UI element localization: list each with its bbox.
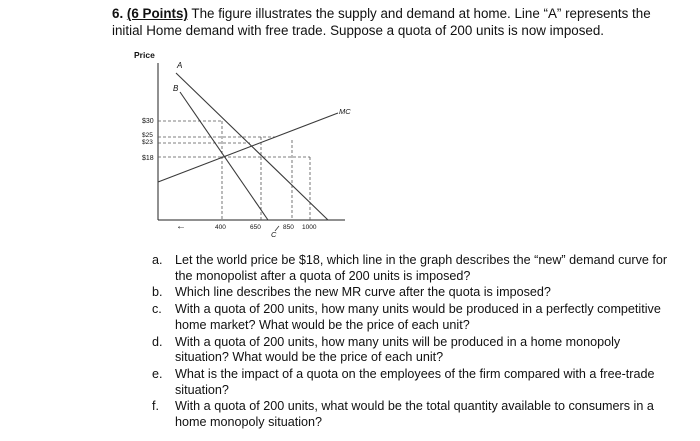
sub-question-letter: a. — [152, 253, 163, 267]
sub-question-d — [152, 335, 672, 366]
sub-question-text: With a quota of 200 units, how many units would be produced in a perfectly competitive home market? What would be the price of each unit? — [175, 302, 661, 332]
line-label-b: B — [173, 84, 179, 93]
sub-question-text: With a quota of 200 units, what would be the total quantity available to consumers in a home monopoly situation? — [175, 399, 654, 429]
sub-question-text: Let the world price be $18, which line in the graph describes the “new” demand curve for the monopolist after a quota of 200 units is imposed? — [175, 253, 668, 283]
sub-question-b — [152, 285, 672, 301]
sub-question-letter: e. — [152, 366, 163, 381]
sub-question-text: Which line describes the new MR curve after the quota is imposed? — [175, 285, 551, 300]
sub-question-letter: c. — [152, 302, 162, 317]
line-b — [180, 92, 268, 220]
sub-question-text: What is the impact of a quota on the employees of the firm compared with a free-trade situation? — [175, 366, 655, 397]
left-arrow-icon: ← — [176, 221, 186, 232]
question-prompt-line-1: The figure illustrates the supply and demand at home. Line “A” represents the — [191, 6, 651, 21]
question-points: (6 Points) — [126, 6, 188, 21]
price-tick-25: $25 — [142, 132, 153, 139]
sub-question-f — [152, 399, 672, 430]
question-number: 6. — [112, 6, 124, 21]
line-label-a: A — [177, 61, 183, 70]
quantity-tick-650: 650 — [250, 224, 261, 231]
mc-curve — [158, 113, 338, 182]
price-tick-18: $18 — [142, 155, 154, 162]
line-label-c: C — [271, 230, 277, 239]
price-tick-23: $23 — [142, 139, 153, 146]
line-label-mc: MC — [339, 107, 351, 116]
quantity-tick-400: 400 — [215, 224, 226, 231]
sub-question-text: With a quota of 200 units, how many units will be produced in a home monopoly situation? What would be the price of each unit? — [175, 334, 621, 365]
y-axis-label: Price — [134, 50, 155, 60]
sub-question-e — [152, 367, 672, 398]
sub-question-letter: b. — [152, 285, 163, 300]
sub-question-c — [152, 302, 672, 333]
quantity-tick-1000: 1000 — [302, 224, 317, 231]
quantity-tick-850: 850 — [283, 224, 294, 231]
question-prompt-line-2: initial Home demand with free trade. Suppose a quota of 200 units is now imposed. — [112, 23, 605, 38]
sub-question-letter: d. — [152, 334, 163, 349]
price-tick-30: $30 — [142, 118, 154, 125]
sub-question-a — [152, 253, 672, 284]
sub-questions-list — [152, 253, 672, 432]
sub-question-letter: f. — [152, 399, 159, 414]
